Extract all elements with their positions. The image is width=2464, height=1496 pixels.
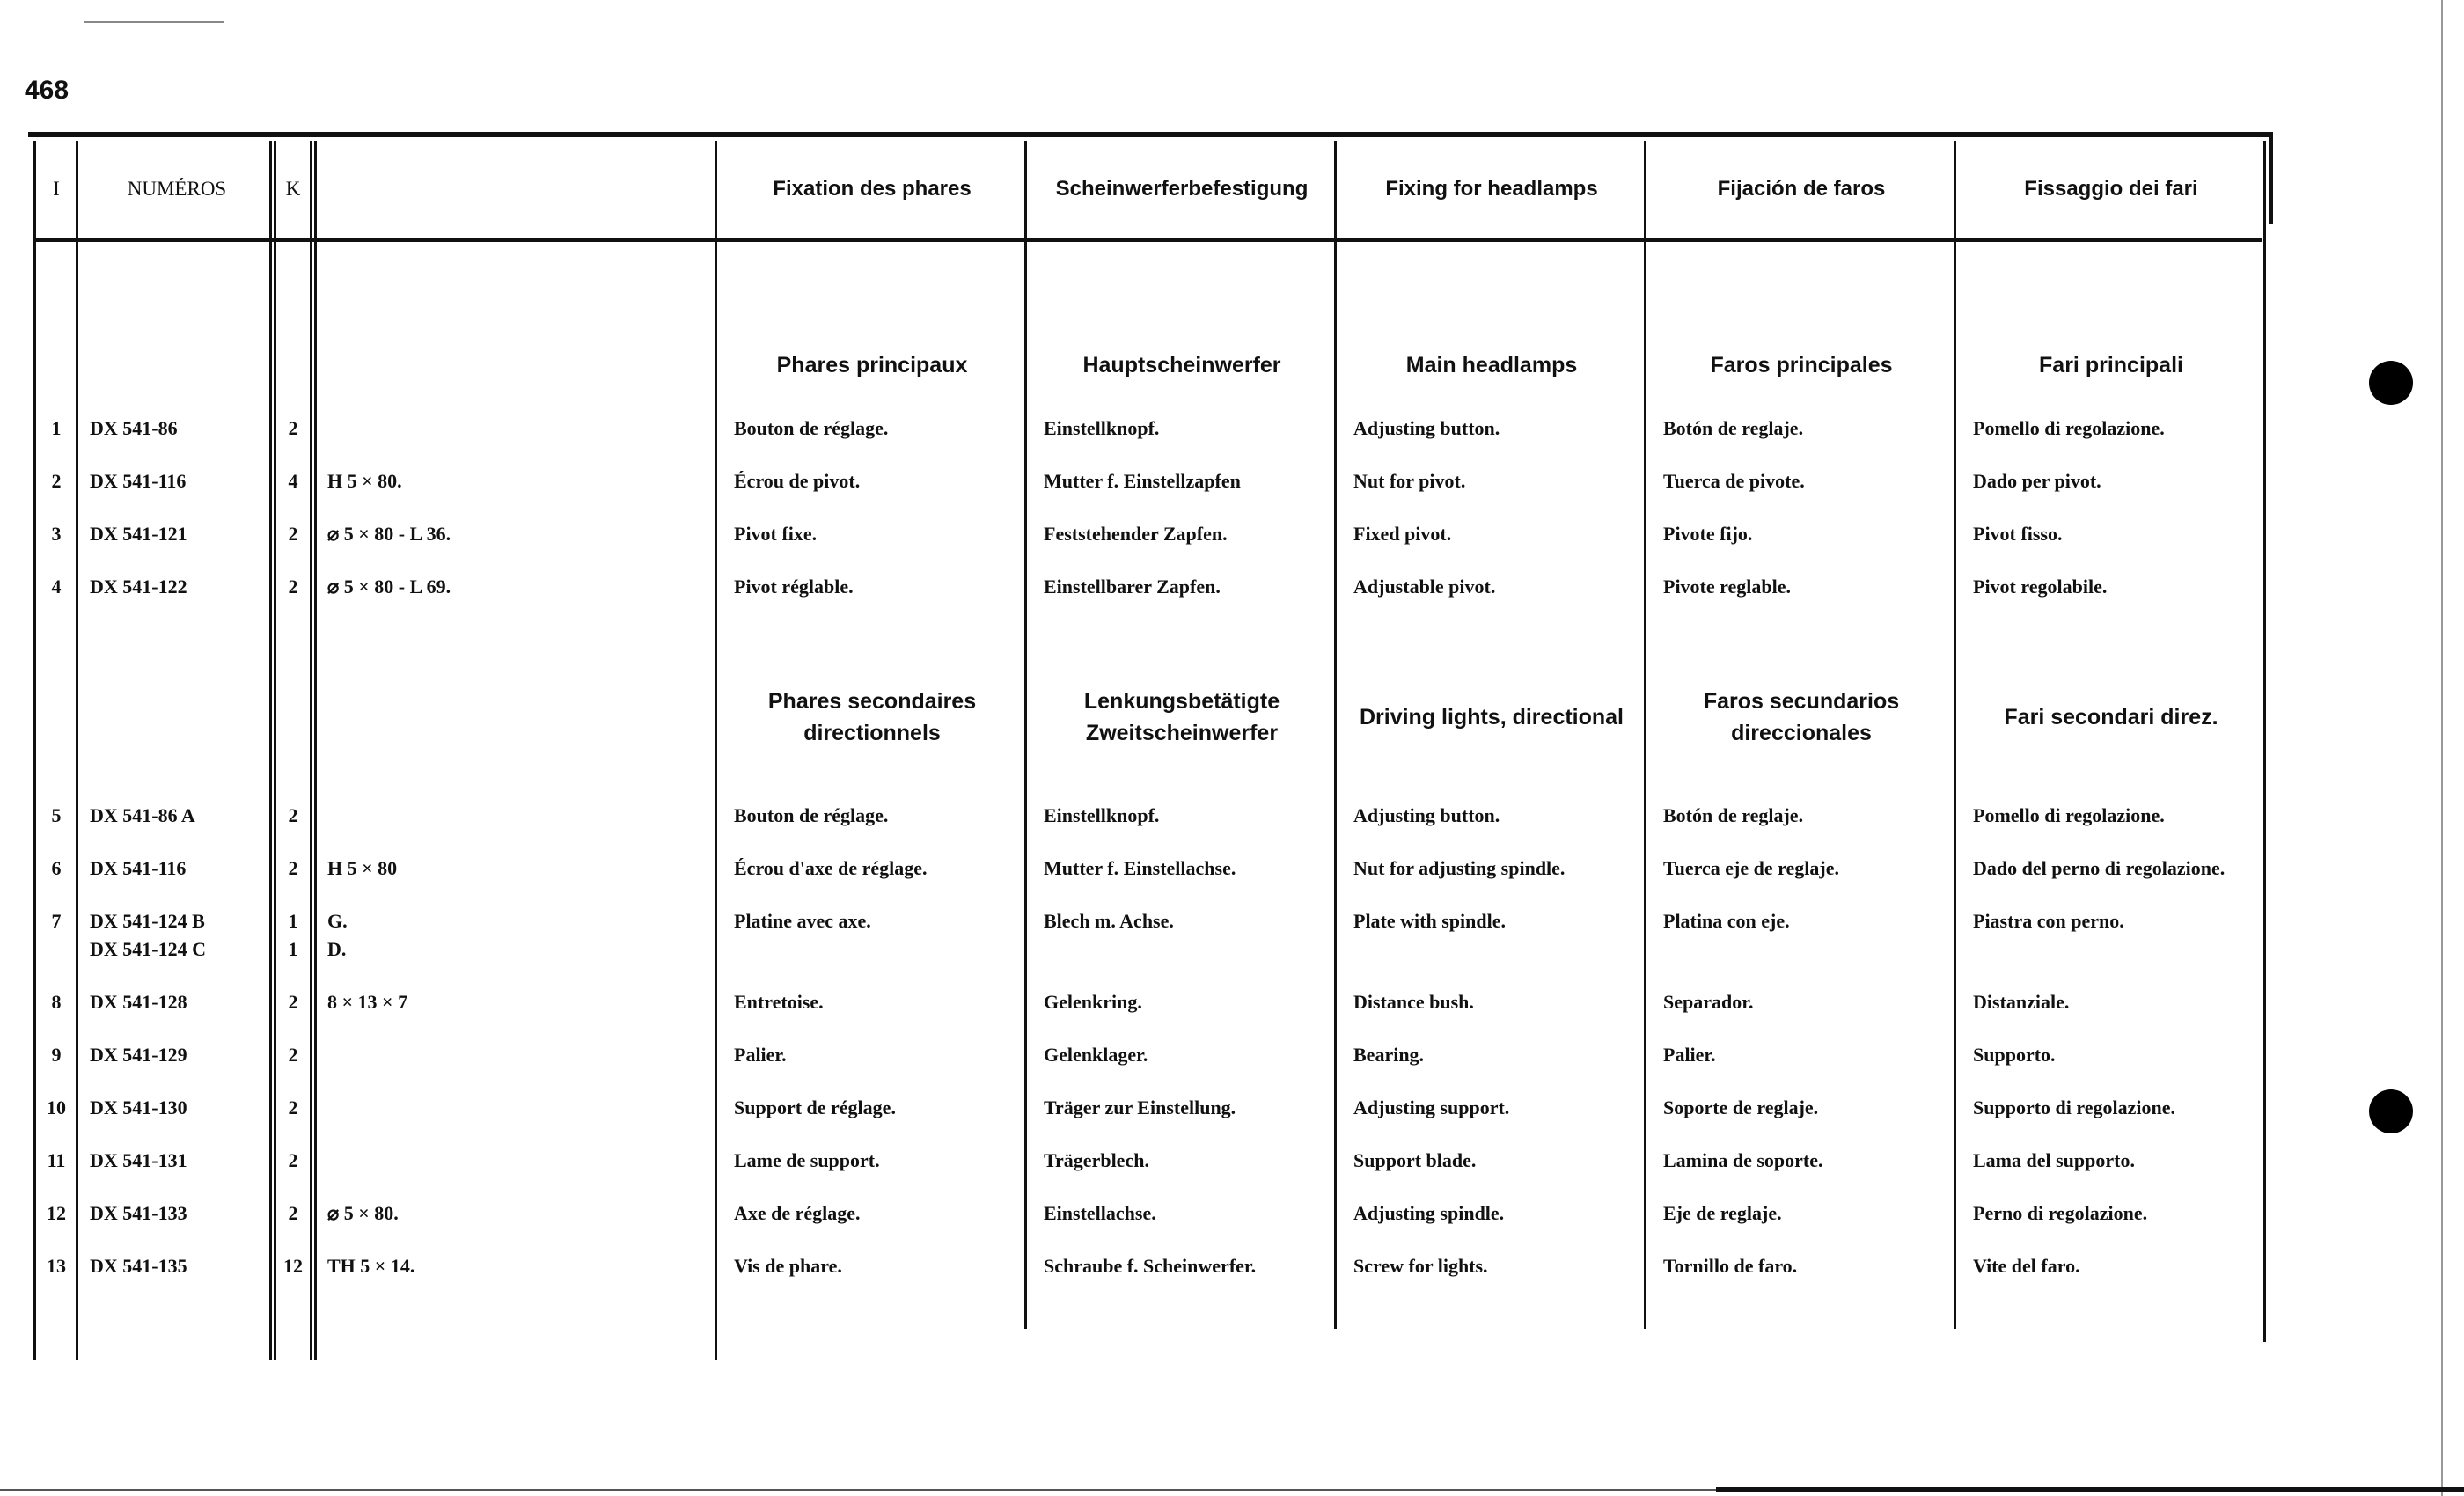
column-divider	[310, 141, 312, 1360]
header-language-3: Fixing for headlamps	[1385, 177, 1598, 201]
quantity: 2	[288, 523, 298, 545]
group-heading: Faros principales	[1710, 352, 1893, 378]
description: Soporte de reglaje.	[1663, 1096, 1819, 1118]
description: Feststehender Zapfen.	[1044, 523, 1228, 545]
group-heading: Phares secondaires directionnels	[767, 688, 977, 745]
bottom-rule-thick	[1716, 1487, 2464, 1492]
description: Botón de reglaje.	[1663, 417, 1804, 439]
specification: D.	[327, 938, 347, 960]
table-right-border	[2269, 132, 2273, 224]
description: Platina con eje.	[1663, 910, 1790, 932]
description: Mutter f. Einstellzapfen	[1044, 470, 1241, 492]
description: Adjusting button.	[1353, 804, 1500, 826]
description	[1044, 935, 1332, 964]
description: Träger zur Einstellung.	[1044, 1096, 1236, 1118]
description: Supporto.	[1973, 1044, 2056, 1066]
row-index: 13	[47, 1255, 66, 1277]
quantity: 2	[288, 1149, 298, 1171]
description: Tuerca eje de reglaje.	[1663, 857, 1839, 879]
description: Einstellknopf.	[1044, 804, 1160, 826]
description: Pivote fijo.	[1663, 523, 1753, 545]
specification	[327, 414, 713, 444]
row-index: 2	[51, 470, 62, 492]
part-number: DX 541-130	[90, 1096, 187, 1118]
part-number: DX 541-128	[90, 991, 187, 1013]
header-language-5: Fissaggio dei fari	[2024, 177, 2198, 201]
part-number: DX 541-129	[90, 1044, 187, 1066]
header-col-i: I	[53, 178, 60, 200]
description: Botón de reglaje.	[1663, 804, 1804, 826]
specification: TH 5 × 14.	[327, 1255, 415, 1277]
binder-hole-icon	[2369, 1089, 2413, 1133]
column-divider	[269, 141, 272, 1360]
description: Pomello di regolazione.	[1973, 804, 2165, 826]
column-divider	[1334, 141, 1337, 1329]
column-divider	[314, 141, 317, 1360]
description: Palier.	[734, 1044, 787, 1066]
group-heading: Main headlamps	[1405, 352, 1578, 378]
description: Perno di regolazione.	[1973, 1202, 2148, 1224]
page-edge-rule	[2441, 0, 2443, 1496]
quantity: 2	[288, 576, 298, 598]
quantity: 12	[283, 1255, 303, 1277]
part-number: DX 541-122	[90, 576, 187, 598]
description: Screw for lights.	[1353, 1255, 1488, 1277]
description: Einstellknopf.	[1044, 417, 1160, 439]
column-divider	[1024, 141, 1027, 1329]
specification	[327, 1146, 713, 1176]
description: Dado del perno di regolazione.	[1973, 857, 2226, 879]
column-divider	[715, 141, 717, 1360]
column-divider	[76, 141, 78, 1360]
part-number: DX 541-124 B	[90, 910, 205, 932]
header-language-1: Fixation des phares	[773, 177, 972, 201]
description: Écrou de pivot.	[734, 470, 861, 492]
description: Eje de reglaje.	[1663, 1202, 1782, 1224]
quantity: 4	[288, 470, 298, 492]
row-index: 8	[51, 991, 62, 1013]
group-heading: Phares principaux	[776, 352, 968, 378]
description	[1663, 935, 1952, 964]
specification: H 5 × 80	[327, 857, 398, 879]
quantity: 2	[288, 804, 298, 826]
specification: H 5 × 80.	[327, 470, 402, 492]
description: Pivot fisso.	[1973, 523, 2063, 545]
row-index: 7	[51, 910, 62, 932]
description: Pivot réglable.	[734, 576, 854, 598]
description: Adjusting spindle.	[1353, 1202, 1505, 1224]
bottom-rule	[0, 1489, 1716, 1491]
description: Vite del faro.	[1973, 1255, 2080, 1277]
description: Blech m. Achse.	[1044, 910, 1174, 932]
part-number: DX 541-116	[90, 857, 187, 879]
specification: ⌀ 5 × 80 - L 69.	[327, 576, 451, 598]
description	[1973, 935, 2262, 964]
description: Nut for adjusting spindle.	[1353, 857, 1566, 879]
row-index: 11	[47, 1149, 66, 1171]
top-margin-mark	[84, 21, 224, 23]
description: Support de réglage.	[734, 1096, 896, 1118]
column-divider	[33, 141, 36, 1360]
group-heading: Lenkungsbetätigte Zweitscheinwerfer	[1083, 688, 1280, 745]
description	[1353, 935, 1642, 964]
row-index: 9	[51, 1044, 62, 1066]
specification	[327, 801, 713, 831]
group-heading: Faros secundarios direccionales	[1703, 688, 1900, 745]
part-number: DX 541-86	[90, 417, 178, 439]
group-heading: Fari principali	[2039, 352, 2183, 378]
description: Adjusting support.	[1353, 1096, 1510, 1118]
description: Dado per pivot.	[1973, 470, 2101, 492]
quantity: 1	[288, 938, 298, 960]
row-index: 1	[51, 417, 62, 439]
description: Tuerca de pivote.	[1663, 470, 1805, 492]
description: Einstellbarer Zapfen.	[1044, 576, 1221, 598]
part-number: DX 541-131	[90, 1149, 187, 1171]
row-index: 4	[51, 576, 62, 598]
quantity: 1	[288, 910, 298, 932]
description: Bearing.	[1353, 1044, 1425, 1066]
description: Pivot regolabile.	[1973, 576, 2108, 598]
part-number: DX 541-121	[90, 523, 187, 545]
description: Lame de support.	[734, 1149, 880, 1171]
description: Gelenklager.	[1044, 1044, 1148, 1066]
specification: 8 × 13 × 7	[327, 991, 408, 1013]
description: Schraube f. Scheinwerfer.	[1044, 1255, 1257, 1277]
description: Vis de phare.	[734, 1255, 842, 1277]
description: Supporto di regolazione.	[1973, 1096, 2176, 1118]
header-language-4: Fijación de faros	[1717, 177, 1886, 201]
description: Separador.	[1663, 991, 1754, 1013]
description: Lama del supporto.	[1973, 1149, 2135, 1171]
description: Mutter f. Einstellachse.	[1044, 857, 1236, 879]
part-number: DX 541-116	[90, 470, 187, 492]
header-col-k: K	[285, 178, 301, 200]
description: Bouton de réglage.	[734, 804, 889, 826]
description: Pivot fixe.	[734, 523, 818, 545]
row-index: 6	[51, 857, 62, 879]
quantity: 2	[288, 1096, 298, 1118]
specification	[327, 1093, 713, 1123]
quantity: 2	[288, 857, 298, 879]
part-number: DX 541-135	[90, 1255, 187, 1277]
specification: ⌀ 5 × 80 - L 36.	[327, 523, 451, 545]
row-index: 10	[47, 1096, 66, 1118]
description: Distanziale.	[1973, 991, 2070, 1013]
row-index: 5	[51, 804, 62, 826]
description: Adjusting button.	[1353, 417, 1500, 439]
column-divider	[274, 141, 276, 1360]
header-language-2: Scheinwerferbefestigung	[1055, 177, 1309, 201]
description: Piastra con perno.	[1973, 910, 2124, 932]
description: Distance bush.	[1353, 991, 1474, 1013]
description	[734, 935, 1023, 964]
row-index	[35, 935, 77, 964]
page-number: 468	[25, 76, 70, 105]
description: Einstellachse.	[1044, 1202, 1156, 1224]
description: Trägerblech.	[1044, 1149, 1149, 1171]
row-index: 3	[51, 523, 62, 545]
description: Nut for pivot.	[1353, 470, 1466, 492]
description: Lamina de soporte.	[1663, 1149, 1823, 1171]
description: Écrou d'axe de réglage.	[734, 857, 928, 879]
description: Support blade.	[1353, 1149, 1477, 1171]
group-heading: Hauptscheinwerfer	[1082, 352, 1281, 378]
binder-hole-icon	[2369, 361, 2413, 405]
description: Pivote reglable.	[1663, 576, 1791, 598]
part-number: DX 541-86 A	[90, 804, 195, 826]
description: Adjustable pivot.	[1353, 576, 1496, 598]
group-heading: Driving lights, directional	[1359, 704, 1624, 730]
description: Gelenkring.	[1044, 991, 1142, 1013]
specification: ⌀ 5 × 80.	[327, 1202, 399, 1224]
part-number: DX 541-133	[90, 1202, 187, 1224]
header-col-numeros: NUMÉROS	[127, 178, 227, 200]
group-heading: Fari secondari direz.	[2004, 704, 2218, 730]
description: Platine avec axe.	[734, 910, 871, 932]
description: Pomello di regolazione.	[1973, 417, 2165, 439]
description: Bouton de réglage.	[734, 417, 889, 439]
description: Axe de réglage.	[734, 1202, 861, 1224]
description: Tornillo de faro.	[1663, 1255, 1798, 1277]
part-number: DX 541-124 C	[90, 938, 206, 960]
quantity: 2	[288, 1202, 298, 1224]
specification	[327, 1040, 713, 1070]
quantity: 2	[288, 1044, 298, 1066]
column-divider	[2263, 141, 2266, 1342]
column-divider	[1954, 141, 1956, 1329]
specification: G.	[327, 910, 348, 932]
description: Entretoise.	[734, 991, 824, 1013]
quantity: 2	[288, 417, 298, 439]
column-divider	[1644, 141, 1646, 1329]
description: Palier.	[1663, 1044, 1716, 1066]
table-top-border	[28, 132, 2272, 137]
quantity: 2	[288, 991, 298, 1013]
header-separator	[33, 238, 2262, 242]
row-index: 12	[47, 1202, 66, 1224]
description: Fixed pivot.	[1353, 523, 1452, 545]
description: Plate with spindle.	[1353, 910, 1506, 932]
